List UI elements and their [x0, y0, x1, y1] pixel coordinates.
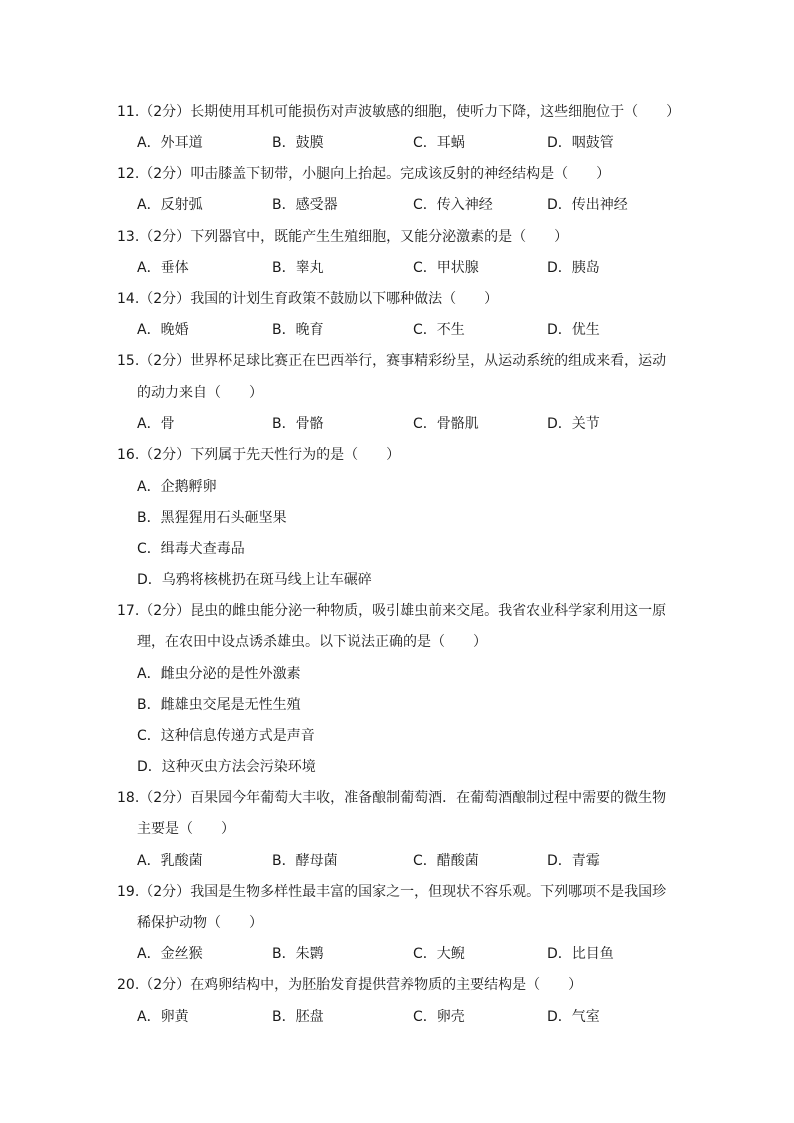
- option-letter: A．: [137, 853, 161, 869]
- option-letter: D．: [547, 1009, 572, 1025]
- question-17-option-b: [137, 695, 301, 715]
- option-text: 鼓膜: [295, 135, 324, 151]
- option-letter: C．: [413, 197, 437, 213]
- option-letter: B．: [272, 416, 296, 432]
- option-letter: D．: [547, 322, 572, 338]
- question-15-option-c: [413, 414, 479, 434]
- option-letter: B．: [272, 260, 296, 276]
- question-12-line-1: [117, 164, 610, 184]
- option-letter: A．: [137, 197, 161, 213]
- option-text: 企鹅孵卵: [160, 479, 217, 495]
- option-letter: A．: [137, 666, 161, 682]
- option-letter: D．: [547, 260, 572, 276]
- option-text: 晚育: [295, 322, 324, 338]
- option-letter: C．: [413, 416, 437, 432]
- option-text: 缉毒犬查毒品: [160, 541, 245, 557]
- option-letter: A．: [137, 135, 161, 151]
- option-text: 优生: [571, 322, 600, 338]
- option-letter: D．: [547, 853, 572, 869]
- question-15-line-2: [137, 383, 263, 403]
- option-letter: D．: [547, 197, 572, 213]
- option-text: 卵黄: [160, 1009, 189, 1025]
- question-text: 的动力来自（ ）: [137, 385, 263, 401]
- option-text: 胚盘: [295, 1009, 324, 1025]
- question-score: （2分）: [139, 353, 191, 369]
- option-text: 乌鸦将核桃扔在斑马线上让车碾碎: [161, 572, 372, 588]
- question-17-option-c: [137, 726, 315, 746]
- question-17-line-1: [117, 601, 666, 621]
- option-text: 不生: [436, 322, 465, 338]
- option-text: 骨: [160, 416, 175, 432]
- question-16-option-c: [137, 539, 245, 559]
- option-letter: C．: [137, 541, 161, 557]
- option-letter: D．: [137, 572, 162, 588]
- question-18-option-c: [413, 851, 479, 871]
- question-number: 13.: [117, 229, 140, 245]
- option-letter: C．: [413, 946, 437, 962]
- question-13-option-c: [413, 258, 479, 278]
- question-18-option-a: [137, 851, 203, 871]
- question-text: 昆虫的雌虫能分泌一种物质，吸引雄虫前来交尾。我省农业科学家利用这一原: [190, 603, 667, 619]
- question-number: 11.: [117, 104, 140, 120]
- option-text: 感受器: [295, 197, 338, 213]
- question-15-option-b: [272, 414, 324, 434]
- question-16-line-1: [117, 445, 400, 465]
- question-score: （2分）: [139, 447, 191, 463]
- question-11-line-1: [117, 102, 680, 122]
- option-letter: C．: [413, 260, 437, 276]
- question-15-option-d: [547, 414, 600, 434]
- question-14-option-b: [272, 320, 324, 340]
- question-14-option-d: [547, 320, 600, 340]
- question-number: 19.: [117, 884, 140, 900]
- question-12-option-d: [547, 195, 628, 215]
- option-letter: B．: [137, 510, 161, 526]
- question-20-option-a: [137, 1007, 189, 1027]
- question-16-option-d: [137, 570, 372, 590]
- question-number: 17.: [117, 603, 140, 619]
- option-text: 乳酸菌: [160, 853, 203, 869]
- option-letter: B．: [272, 135, 296, 151]
- question-11-option-a: [137, 133, 203, 153]
- option-letter: D．: [547, 946, 572, 962]
- question-19-option-a: [137, 944, 203, 964]
- option-letter: C．: [413, 322, 437, 338]
- option-letter: D．: [547, 135, 572, 151]
- option-text: 这种灭虫方法会污染环境: [161, 759, 316, 775]
- question-18-option-b: [272, 851, 338, 871]
- option-letter: A．: [137, 416, 161, 432]
- question-number: 20.: [117, 977, 140, 993]
- option-letter: D．: [547, 416, 572, 432]
- question-17-option-d: [137, 757, 316, 777]
- option-letter: A．: [137, 946, 161, 962]
- question-15-line-1: [117, 351, 666, 371]
- option-letter: D．: [137, 759, 162, 775]
- option-text: 晚婚: [160, 322, 189, 338]
- question-19-option-b: [272, 944, 324, 964]
- option-letter: B．: [272, 1009, 296, 1025]
- question-18-option-d: [547, 851, 600, 871]
- question-12-option-b: [272, 195, 338, 215]
- question-number: 16.: [117, 447, 140, 463]
- question-17-option-a: [137, 664, 301, 684]
- question-20-option-b: [272, 1007, 324, 1027]
- question-18-line-2: [137, 819, 235, 839]
- option-text: 耳蜗: [436, 135, 465, 151]
- question-text: 我国的计划生育政策不鼓励以下哪种做法（ ）: [190, 291, 499, 307]
- question-score: （2分）: [139, 977, 191, 993]
- option-text: 比目鱼: [571, 946, 614, 962]
- option-text: 雌雄虫交尾是无性生殖: [160, 697, 301, 713]
- question-text: 我国是生物多样性最丰富的国家之一，但现状不容乐观。下列哪项不是我国珍: [190, 884, 667, 900]
- question-14-line-1: [117, 289, 498, 309]
- question-text: 长期使用耳机可能损伤对声波敏感的细胞，使听力下降，这些细胞位于（ ）: [190, 104, 681, 120]
- option-letter: C．: [413, 853, 437, 869]
- question-11-option-c: [413, 133, 465, 153]
- option-text: 垂体: [160, 260, 189, 276]
- option-text: 醋酸菌: [436, 853, 479, 869]
- option-text: 雌虫分泌的是性外激素: [160, 666, 301, 682]
- option-text: 这种信息传递方式是声音: [160, 728, 315, 744]
- question-score: （2分）: [139, 884, 191, 900]
- question-number: 18.: [117, 790, 140, 806]
- question-text: 叩击膝盖下韧带，小腿向上抬起。完成该反射的神经结构是（ ）: [190, 166, 611, 182]
- option-letter: B．: [137, 697, 161, 713]
- question-number: 12.: [117, 166, 140, 182]
- option-letter: B．: [272, 197, 296, 213]
- question-16-option-a: [137, 477, 217, 497]
- question-19-option-d: [547, 944, 614, 964]
- question-score: （2分）: [139, 790, 191, 806]
- option-letter: A．: [137, 260, 161, 276]
- option-letter: C．: [137, 728, 161, 744]
- question-13-line-1: [117, 227, 568, 247]
- question-score: （2分）: [139, 291, 191, 307]
- question-score: （2分）: [139, 603, 191, 619]
- option-letter: A．: [137, 479, 161, 495]
- question-20-line-1: [117, 975, 582, 995]
- question-text: 百果园今年葡萄大丰收，准备酿制葡萄酒．在葡萄酒酿制过程中需要的微生物: [190, 790, 667, 806]
- option-text: 骨骼肌: [436, 416, 479, 432]
- option-text: 卵壳: [436, 1009, 465, 1025]
- option-text: 反射弧: [160, 197, 203, 213]
- option-text: 黑猩猩用石头砸坚果: [160, 510, 287, 526]
- option-text: 青霉: [571, 853, 600, 869]
- question-13-option-b: [272, 258, 324, 278]
- option-letter: C．: [413, 135, 437, 151]
- question-12-option-c: [413, 195, 493, 215]
- question-20-option-d: [547, 1007, 600, 1027]
- option-text: 酵母菌: [295, 853, 338, 869]
- option-text: 传出神经: [571, 197, 628, 213]
- question-score: （2分）: [139, 229, 191, 245]
- question-19-option-c: [413, 944, 465, 964]
- option-text: 睾丸: [295, 260, 324, 276]
- option-text: 大鲵: [436, 946, 465, 962]
- question-18-line-1: [117, 788, 666, 808]
- question-14-option-a: [137, 320, 189, 340]
- option-text: 骨骼: [295, 416, 324, 432]
- option-letter: A．: [137, 322, 161, 338]
- option-text: 气室: [571, 1009, 600, 1025]
- question-number: 14.: [117, 291, 140, 307]
- question-11-option-d: [547, 133, 614, 153]
- option-letter: B．: [272, 946, 296, 962]
- option-text: 外耳道: [160, 135, 203, 151]
- question-19-line-2: [137, 913, 263, 933]
- question-score: （2分）: [139, 166, 191, 182]
- question-13-option-d: [547, 258, 600, 278]
- question-13-option-a: [137, 258, 189, 278]
- question-text: 稀保护动物（ ）: [137, 915, 263, 931]
- question-text: 世界杯足球比赛正在巴西举行，赛事精彩纷呈，从运动系统的组成来看，运动: [190, 353, 667, 369]
- question-20-option-c: [413, 1007, 465, 1027]
- question-12-option-a: [137, 195, 203, 215]
- option-text: 关节: [571, 416, 600, 432]
- option-letter: A．: [137, 1009, 161, 1025]
- option-text: 朱鹮: [295, 946, 324, 962]
- option-letter: C．: [413, 1009, 437, 1025]
- option-letter: B．: [272, 853, 296, 869]
- option-text: 传入神经: [436, 197, 493, 213]
- question-text: 在鸡卵结构中，为胚胎发育提供营养物质的主要结构是（ ）: [190, 977, 583, 993]
- question-16-option-b: [137, 508, 287, 528]
- option-letter: B．: [272, 322, 296, 338]
- question-number: 15.: [117, 353, 140, 369]
- question-15-option-a: [137, 414, 175, 434]
- question-text: 下列属于先天性行为的是（ ）: [190, 447, 401, 463]
- question-14-option-c: [413, 320, 465, 340]
- option-text: 咽鼓管: [571, 135, 614, 151]
- question-score: （2分）: [139, 104, 191, 120]
- option-text: 胰岛: [571, 260, 600, 276]
- question-19-line-1: [117, 882, 666, 902]
- question-17-line-2: [137, 632, 487, 652]
- question-11-option-b: [272, 133, 324, 153]
- question-text: 理，在农田中设点诱杀雄虫。以下说法正确的是（ ）: [137, 634, 487, 650]
- option-text: 甲状腺: [436, 260, 479, 276]
- question-text: 下列器官中，既能产生生殖细胞，又能分泌激素的是（ ）: [190, 229, 569, 245]
- question-text: 主要是（ ）: [137, 821, 235, 837]
- option-text: 金丝猴: [160, 946, 203, 962]
